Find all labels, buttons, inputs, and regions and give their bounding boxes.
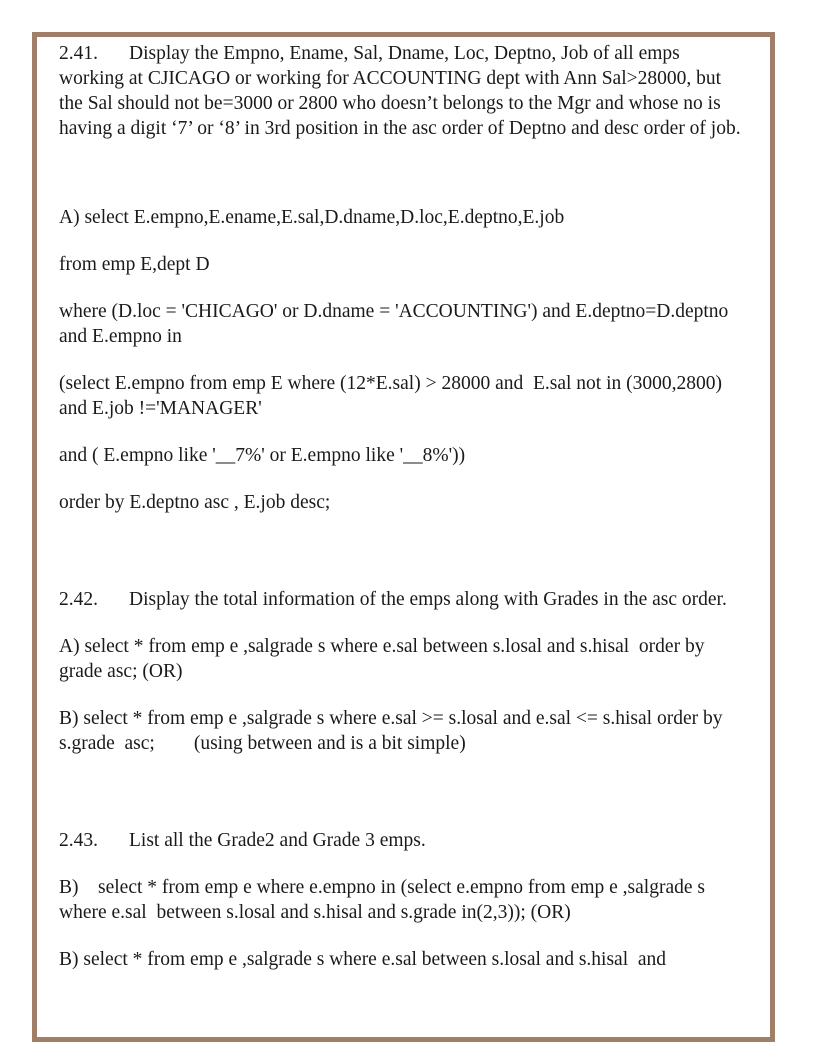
spacer <box>59 778 749 828</box>
answer-line: B) select * from emp e ,salgrade s where e.sal >= s.losal and e.sal <= s.hisal order by s.grade asc; (using between and is a bit simple) <box>59 708 728 754</box>
question-2-43 <box>59 828 749 853</box>
answer-line: A) select E.empno,E.ename,E.sal,D.dname,D.loc,E.deptno,E.job <box>59 207 565 228</box>
page-frame <box>32 32 775 1042</box>
question-2-41 <box>59 41 749 141</box>
answer-line: B) select * from emp e where e.empno in (select e.empno from emp e ,salgrade s where e.sal between s.losal and s.hisal and s.grade in(2,3)); (OR) <box>59 877 710 923</box>
question-text: Display the Empno, Ename, Sal, Dname, Loc, Deptno, Job of all emps working at CJICAGO or working for ACCOUNTING dept with Ann Sal>28000, but the Sal should not be=3000 or 2800 who doesn’t belongs to the Mgr and whose no is having a digit ‘7’ or ‘8’ in 3rd position in the asc order of Deptno and desc order of job. <box>59 43 741 139</box>
answer-line: from emp E,dept D <box>59 254 210 275</box>
question-text: List all the Grade2 and Grade 3 emps. <box>129 830 426 851</box>
answer-line: (select E.empno from emp E where (12*E.sal) > 28000 and E.sal not in (3000,2800) and E.job !='MANAGER' <box>59 373 732 419</box>
question-number: 2.41. <box>59 43 98 64</box>
spacer <box>59 537 749 587</box>
question-number: 2.43. <box>59 830 98 851</box>
spacer <box>59 163 749 205</box>
answer-line: order by E.deptno asc , E.job desc; <box>59 492 331 513</box>
document-content <box>59 41 749 994</box>
answer-line: B) select * from emp e ,salgrade s where e.sal between s.losal and s.hisal and <box>59 949 667 970</box>
question-number: 2.42. <box>59 589 98 610</box>
answer-line: A) select * from emp e ,salgrade s where e.sal between s.losal and s.hisal order by grade asc; (OR) <box>59 636 710 682</box>
answer-line: where (D.loc = 'CHICAGO' or D.dname = 'ACCOUNTING') and E.deptno=D.deptno and E.empno in <box>59 301 734 347</box>
question-text: Display the total information of the emps along with Grades in the asc order. <box>129 589 727 610</box>
answer-line: and ( E.empno like '__7%' or E.empno like '__8%')) <box>59 445 466 466</box>
question-2-42 <box>59 587 749 612</box>
